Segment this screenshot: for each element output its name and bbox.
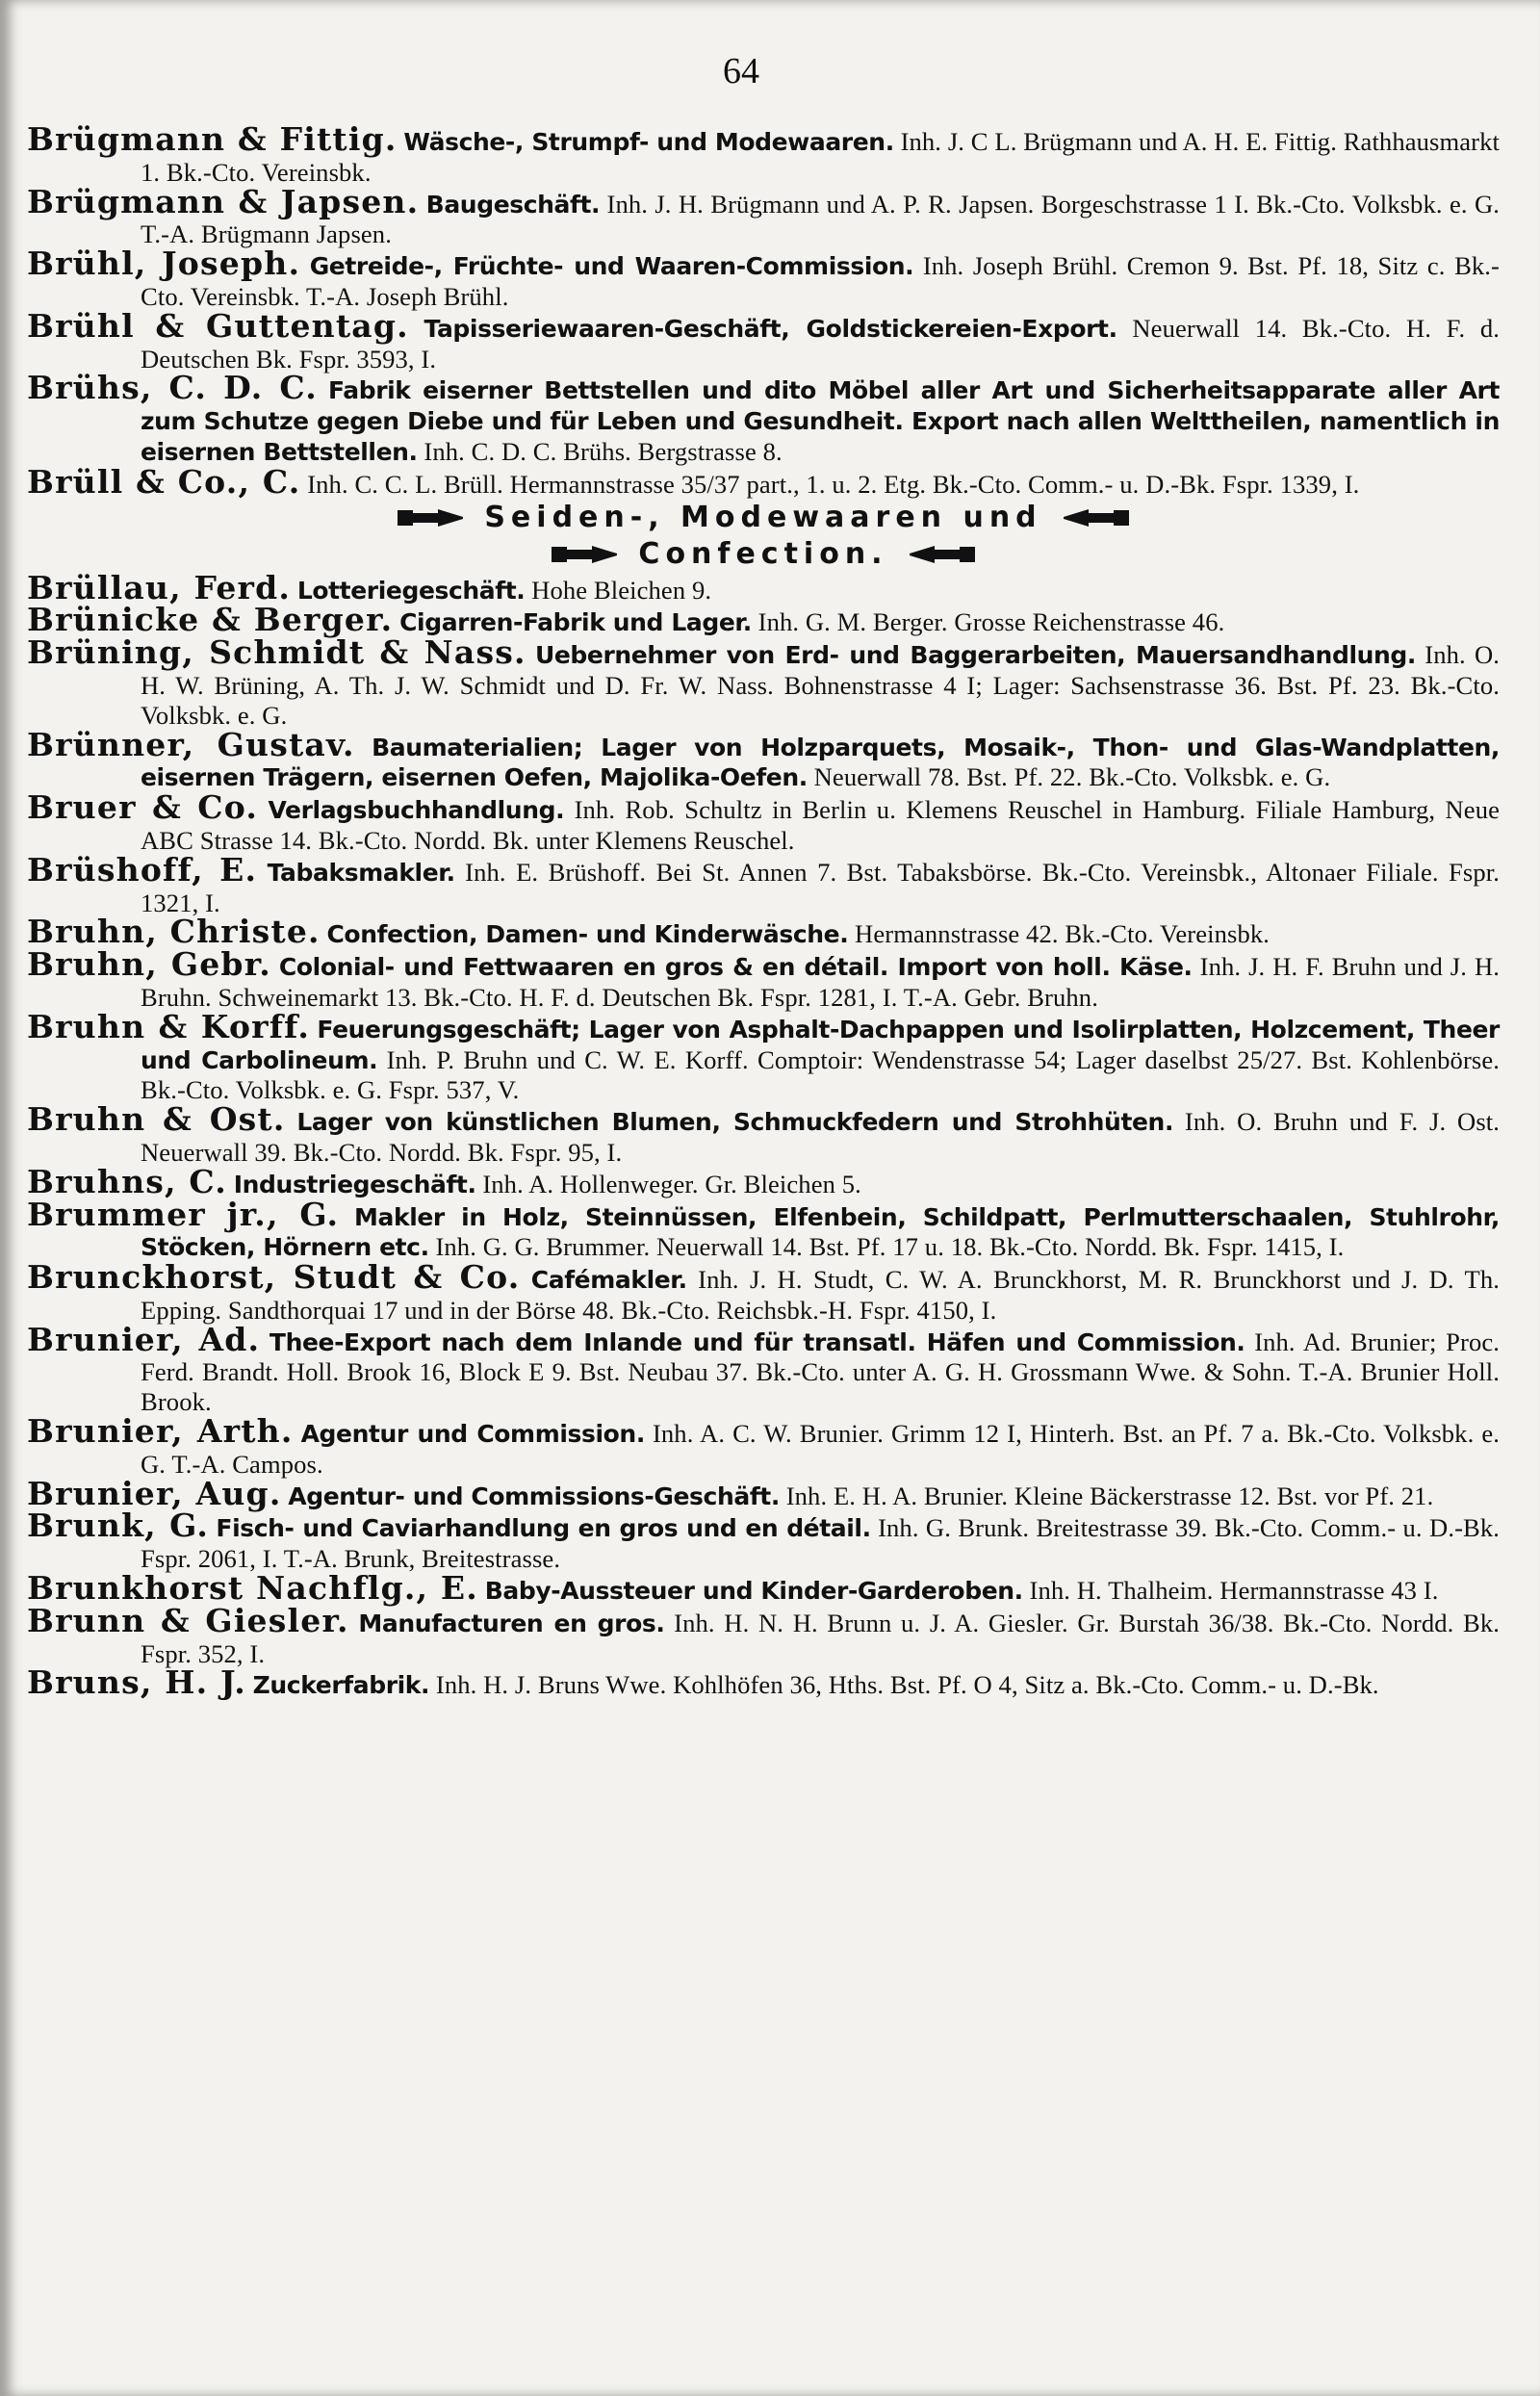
- business-description: Manufacturen en gros.: [358, 1609, 665, 1637]
- entry-details: Inh. E. Brüshoff. Bei St. Annen 7. Bst. Tabaksbörse. Bk.-Cto. Vereinsbk., Altonaer Filiale. Fspr. 1321, I.: [141, 857, 1500, 917]
- entry-details: Inh. H. J. Bruns Wwe. Kohlhöfen 36, Hths. Bst. Pf. O 4, Sitz a. Bk.-Cto. Comm.- u. D.-Bk.: [435, 1670, 1379, 1700]
- firm-name: Brummer jr., G.: [27, 1195, 340, 1233]
- directory-entry: [27, 245, 1501, 312]
- firm-name: Brügmann & Japsen.: [27, 182, 420, 220]
- firm-name: Brünicke & Berger.: [27, 601, 394, 639]
- business-description: Thee-Export nach dem Inlande und für transatl. Häfen und Commission.: [269, 1327, 1245, 1356]
- page-number: 64: [723, 51, 759, 91]
- firm-name: Bruhn & Korff.: [27, 1007, 311, 1045]
- entry-details: Inh. C. D. C. Brühs. Bergstrasse 8.: [424, 436, 783, 466]
- advert-line-1: [27, 501, 1500, 535]
- business-description: Fabrik eiserner Bettstellen und dito Möbel aller Art und Sicherheitsapparate aller Art zum Schutze gegen Diebe und für Leben und Gesundheit. Export nach allen Welttheilen, namentlich in eisernen Bettstellen.: [141, 376, 1501, 466]
- directory-entry: [27, 120, 1501, 188]
- directory-entry: [27, 850, 1500, 918]
- entry-details: Inh. H. N. H. Brunn u. J. A. Giesler. Gr. Burstah 36/38. Bk.-Cto. Nordd. Bk. Fspr. 352, I.: [141, 1608, 1501, 1668]
- entry-details: Inh. J. C L. Brügmann und A. H. E. Fittig. Rathhausmarkt 1. Bk.-Cto. Vereinsbk.: [141, 127, 1501, 187]
- firm-name: Brühs, C. D. C.: [27, 369, 318, 407]
- business-description: Baby-Aussteuer und Kinder-Garderoben.: [484, 1577, 1023, 1606]
- directory-entry: [27, 1474, 1500, 1512]
- directory-entry: [27, 1320, 1500, 1417]
- entry-details: Inh. O. Bruhn und F. J. Ost. Neuerwall 39. Bk.-Cto. Nordd. Bk. Fspr. 95, I.: [141, 1107, 1501, 1167]
- directory-entries: [27, 120, 1501, 1702]
- firm-name: Brüshoff, E.: [27, 850, 258, 889]
- firm-name: Brunier, Ad.: [27, 1320, 261, 1358]
- firm-name: Brühl, Joseph.: [27, 245, 301, 283]
- firm-name: Bruhn, Gebr.: [27, 945, 271, 984]
- advert-line-2: [27, 537, 1500, 572]
- entry-details: Inh. Joseph Brühl. Cremon 9. Bst. Pf. 18, Sitz c. Bk.-Cto. Vereinsbk. T.-A. Joseph Brühl.: [141, 251, 1501, 311]
- entry-details: Inh. G. G. Brummer. Neuerwall 14. Bst. Pf. 17 u. 18. Bk.-Cto. Nordd. Bk. Fspr. 1415, I.: [435, 1232, 1345, 1262]
- business-description: Feuerungsgeschäft; Lager von Asphalt-Dachpappen und Isolirplatten, Holzcement, Theer und Carbolineum.: [141, 1015, 1500, 1074]
- entry-details: Neuerwall 14. Bk.-Cto. H. F. d. Deutschen Bk. Fspr. 3593, I.: [141, 313, 1501, 374]
- entry-details: Hohe Bleichen 9.: [531, 575, 712, 605]
- directory-entry: [27, 1258, 1501, 1326]
- firm-name: Bruer & Co.: [27, 788, 259, 827]
- directory-entry: [27, 1507, 1501, 1574]
- business-description: Agentur und Commission.: [300, 1420, 645, 1449]
- entry-details: Inh. Rob. Schultz in Berlin u. Klemens Reuschel in Hamburg. Filiale Hamburg, Neue ABC Strasse 14. Bk.-Cto. Nordd. Bk. unter Klemens Reuschel.: [141, 795, 1501, 855]
- business-description: Makler in Holz, Steinnüssen, Elfenbein, Schildpatt, Perlmutterschaalen, Stuhlrohr, Stöcken, Hörnern etc.: [141, 1202, 1501, 1262]
- advert-text-1: Seiden-, Modewaaren und: [484, 500, 1042, 534]
- business-description: Baumaterialien; Lager von Holzparquets, Mosaik-, Thon- und Glas-Wandplatten, eisernen Trägern, eisernen Oefen, Majolika-Oefen.: [141, 733, 1501, 792]
- business-description: Wäsche-, Strumpf- und Modewaaren.: [403, 128, 894, 156]
- directory-entry: [27, 725, 1501, 794]
- directory-entry: [27, 1663, 1500, 1702]
- firm-name: Bruhns, C.: [27, 1162, 227, 1200]
- business-description: Industriegeschäft.: [233, 1170, 476, 1198]
- business-description: Cigarren-Fabrik und Lager.: [399, 608, 752, 637]
- firm-name: Brünner, Gustav.: [27, 725, 355, 763]
- entry-details: Inh. E. H. A. Brunier. Kleine Bäckerstrasse 12. Bst. vor Pf. 21.: [785, 1481, 1434, 1510]
- directory-entry: [27, 1100, 1501, 1168]
- entry-details: Inh. H. Thalheim. Hermannstrasse 43 I.: [1029, 1576, 1439, 1606]
- advert-text-2: Confection.: [638, 536, 888, 571]
- directory-entry: [27, 306, 1501, 374]
- business-description: Lager von künstlichen Blumen, Schmuckfedern und Strohhüten.: [296, 1108, 1174, 1137]
- business-description: Tapisseriewaaren-Geschäft, Goldstickereien-Export.: [424, 314, 1117, 343]
- directory-entry: [27, 1412, 1501, 1480]
- firm-name: Brügmann & Fittig.: [27, 120, 398, 158]
- business-description: Agentur- und Commissions-Geschäft.: [288, 1481, 780, 1510]
- entry-details: Inh. O. H. W. Brüning, A. Th. J. W. Schmidt und D. Fr. W. Nass. Bohnenstrasse 4 I; Lager: Sachsenstrasse 36. Bst. Pf. 23. Bk.-Cto. Volksbk. e. G.: [141, 640, 1501, 730]
- business-description: Colonial- und Fettwaaren en gros & en détail. Import von holl. Käse.: [278, 953, 1193, 982]
- directory-entry: [27, 633, 1501, 730]
- business-description: Baugeschäft.: [425, 190, 601, 219]
- directory-entry: [27, 1195, 1501, 1264]
- firm-name: Brunier, Aug.: [27, 1474, 282, 1512]
- business-description: Fisch- und Caviarhandlung en gros und en détail.: [216, 1514, 871, 1543]
- directory-entry: [27, 1007, 1501, 1105]
- firm-name: Brunn & Giesler.: [27, 1601, 349, 1639]
- entry-details: Hermannstrasse 42. Bk.-Cto. Vereinsbk.: [855, 919, 1270, 949]
- entry-details: Inh. J. H. Brügmann und A. P. R. Japsen. Borgeschstrasse 1 I. Bk.-Cto. Volksbk. e. G. T.-A. Brügmann Japsen.: [141, 189, 1500, 249]
- firm-name: Brüll & Co., C.: [27, 462, 301, 501]
- business-description: Lotteriegeschäft.: [296, 576, 526, 605]
- pointing-hand-right-icon: [550, 542, 625, 567]
- entry-details: Inh. J. H. F. Bruhn und J. H. Bruhn. Schweinemarkt 13. Bk.-Cto. H. F. d. Deutschen Bk. Fspr. 1281, I. T.-A. Gebr. Bruhn.: [141, 952, 1501, 1012]
- directory-entry: [27, 369, 1501, 467]
- entry-details: Inh. C. C. L. Brüll. Hermannstrasse 35/37 part., 1. u. 2. Etg. Bk.-Cto. Comm.- u. D.-Bk. Fspr. 1339, I.: [307, 469, 1360, 499]
- directory-entry: [27, 1601, 1501, 1669]
- firm-name: Bruhn & Ost.: [27, 1100, 286, 1139]
- entry-details: Inh. Ad. Brunier; Proc. Ferd. Brandt. Holl. Brook 16, Block E 9. Bst. Neubau 37. Bk.-Cto. unter A. G. H. Grossmann Wwe. & Sohn. T.-A. Brunier Holl. Brook.: [141, 1327, 1500, 1417]
- firm-name: Brunier, Arth.: [27, 1412, 294, 1451]
- directory-entry: [27, 945, 1501, 1013]
- business-description: Getreide-, Früchte- und Waaren-Commission.: [309, 252, 914, 281]
- business-description: Cafémakler.: [530, 1266, 687, 1295]
- entry-details: Inh. J. H. Studt, C. W. A. Brunckhorst, M. R. Brunckhorst und J. D. Th. Epping. Sandthorquai 17 und in der Börse 48. Bk.-Cto. Reichsbk.-H. Fspr. 4150, I.: [141, 1265, 1501, 1325]
- directory-entry: [27, 788, 1501, 856]
- business-description: Uebernehmer von Erd- und Baggerarbeiten, Mauersandhandlung.: [534, 641, 1417, 670]
- pointing-hand-right-icon: [396, 505, 471, 530]
- entry-details: Inh. G. Brunk. Breitestrasse 39. Bk.-Cto. Comm.- u. D.-Bk. Fspr. 2061, I. T.-A. Brunk, Breitestrasse.: [141, 1513, 1501, 1574]
- entry-details: Inh. A. C. W. Brunier. Grimm 12 I, Hinterh. Bst. an Pf. 7 a. Bk.-Cto. Volksbk. e. G. T.-A. Campos.: [141, 1419, 1501, 1479]
- pointing-hand-left-icon: [1056, 505, 1131, 530]
- business-description: Verlagsbuchhandlung.: [268, 796, 565, 825]
- entry-details: Neuerwall 78. Bst. Pf. 22. Bk.-Cto. Volksbk. e. G.: [813, 762, 1331, 792]
- directory-entry: [27, 462, 1500, 501]
- firm-name: Brühl & Guttentag.: [27, 306, 409, 345]
- entry-details: Inh. A. Hollenweger. Gr. Bleichen 5.: [482, 1169, 861, 1198]
- firm-name: Brüning, Schmidt & Nass.: [27, 633, 526, 672]
- pointing-hand-left-icon: [902, 542, 977, 567]
- business-description: Tabaksmakler.: [267, 858, 455, 887]
- firm-name: Brunk, G.: [27, 1507, 210, 1545]
- firm-name: Bruns, H. J.: [27, 1663, 246, 1702]
- business-description: Zuckerfabrik.: [252, 1671, 430, 1700]
- firm-name: Brunckhorst, Studt & Co.: [27, 1258, 521, 1297]
- directory-entry: [27, 182, 1500, 250]
- firm-name: Brunkhorst Nachflg., E.: [27, 1569, 478, 1608]
- entry-details: Inh. P. Bruhn und C. W. E. Korff. Comptoir: Wendenstrasse 54; Lager daselbst 25/27. Bst. Kohlenbörse. Bk.-Cto. Volksbk. e. G. Fspr. 537, V.: [141, 1044, 1501, 1105]
- firm-name: Brüllau, Ferd.: [27, 568, 292, 606]
- firm-name: Bruhn, Christe.: [27, 913, 321, 951]
- entry-details: Inh. G. M. Berger. Grosse Reichenstrasse 46.: [757, 607, 1225, 637]
- business-description: Confection, Damen- und Kinderwäsche.: [326, 920, 849, 949]
